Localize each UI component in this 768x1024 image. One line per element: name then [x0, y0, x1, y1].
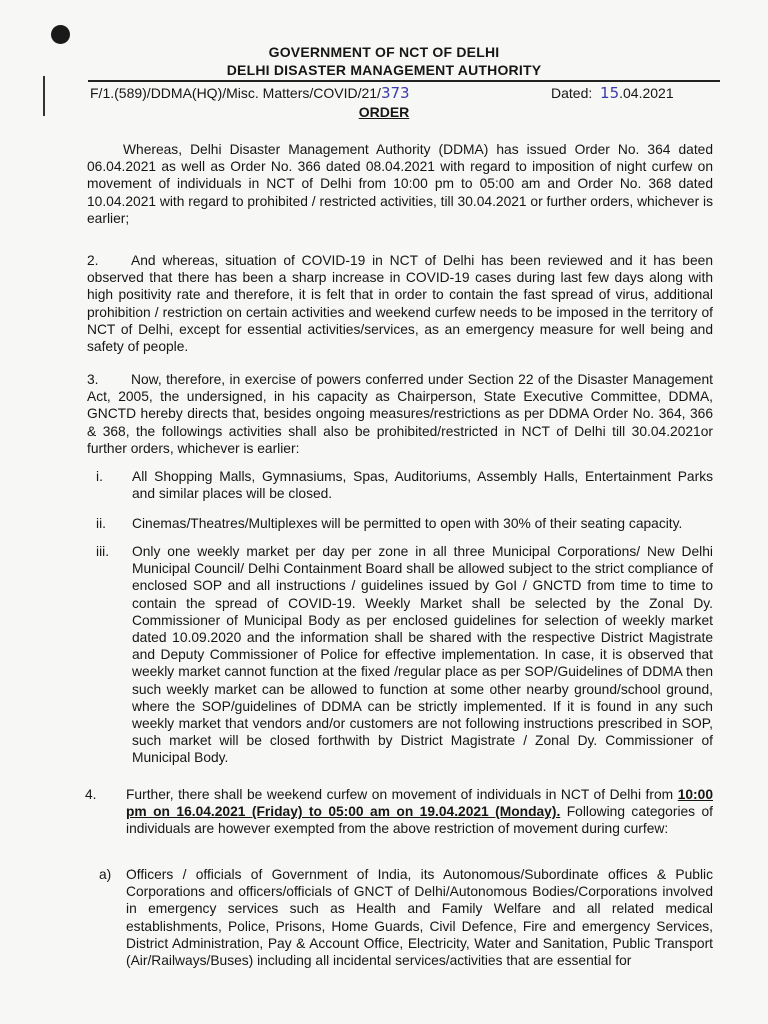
paragraph-4 — [85, 786, 713, 838]
header-authority: DELHI DISASTER MANAGEMENT AUTHORITY — [226, 62, 542, 78]
reference-prefix: F/1.(589)/DDMA(HQ)/Misc. Matters/COVID/21/ — [90, 85, 381, 101]
paragraph-4-rest: Following categories of individuals are however exempted from the above restriction of movement during curfew: — [126, 804, 714, 837]
exemption-text: Officers / officials of Government of India, its Autonomous/Subordinate offices & Public Corporations and officers/officials of GNCT of Delhi/Autonomous Bodies/Corporations involved in emergency services such as Health and Family Welfare and all related medical establishments, Police, Prisons, Home Guards, Civil Defence, Fire and emergency Services, District Administration, Pay & Account Office, Electricity, Water and Sanitation, Public Transport (Air/Railways/Buses) including all incidental services/activities that are essential for — [126, 867, 713, 969]
paragraph-2-number: 2. — [87, 253, 99, 268]
paragraph-2-text: And whereas, situation of COVID-19 in NCT of Delhi has been reviewed and it has been observed that there has been a sharp increase in COVID-19 cases during last few days along with high positivity rate and therefore, it is felt that in order to contain the fast spread of virus, additional prohibition / restriction on certain activities and weekend curfew needs to be imposed in the territory of NCT of Delhi, except for essential activities/services, as an emergency measure for well being and safety of people. — [87, 253, 713, 355]
paragraph-4-lead: Further, there shall be weekend curfew on movement of individuals in NCT of Delhi from — [126, 787, 674, 802]
handwritten-day: 15 — [600, 84, 620, 102]
paragraph-2 — [87, 252, 713, 355]
list-item-text: Cinemas/Theatres/Multiplexes will be permitted to open with 30% of their seating capacity. — [132, 516, 683, 531]
curfew-period: 10:00 pm on 16.04.2021 (Friday) to 05:00 am on 19.04.2021 (Monday). — [126, 787, 713, 820]
paragraph-3-number: 3. — [87, 372, 99, 387]
reference-number — [90, 84, 410, 102]
paragraph-4-text — [126, 786, 713, 838]
handwritten-order-number: 373 — [380, 84, 410, 102]
list-item-number: ii. — [96, 516, 106, 531]
order-title-text: ORDER — [358, 104, 410, 120]
header-government: GOVERNMENT OF NCT OF DELHI — [268, 44, 500, 60]
list-item-number: i. — [96, 469, 103, 484]
punch-hole — [51, 25, 70, 44]
dated-label: Dated: — [551, 85, 593, 101]
paragraph-1: Whereas, Delhi Disaster Management Authority (DDMA) has issued Order No. 364 dated 06.04.2021 as well as Order No. 366 dated 08.04.2021 with regard to imposition of night curfew on movement of individuals in NCT of Delhi from 10:00 pm to 05:00 am and Order No. 368 dated 10.04.2021 with regard to prohibited / restricted activities, till 30.04.2021 or further orders, whichever is earlier; — [87, 142, 713, 226]
paragraph-3 — [87, 371, 713, 457]
header-rule — [88, 80, 720, 82]
date-suffix: .04.2021 — [619, 85, 674, 101]
paragraph-3-text: Now, therefore, in exercise of powers conferred under Section 22 of the Disaster Management Act, 2005, the undersigned, in his capacity as Chairperson, State Executive Committee, DDMA, GNCTD hereby directs that, besides ongoing measures/restrictions as per DDMA Order No. 364, 366 & 368, the followings activities shall also be prohibited/restricted in NCT of Delhi till 30.04.2021or further orders, whichever is earlier: — [87, 372, 713, 456]
list-item — [96, 543, 713, 767]
list-item — [96, 515, 713, 532]
list-item-text: All Shopping Malls, Gymnasiums, Spas, Auditoriums, Assembly Halls, Entertainment Parks and similar places will be closed. — [132, 469, 713, 502]
list-item-text: Only one weekly market per day per zone in all three Municipal Corporations/ New Delhi Municipal Council/ Delhi Containment Board shall be allowed subject to the strict compliance of enclosed SOP and all instructions / guidelines issued by GoI / GNCTD from time to time to contain the spread of COVID-19. Weekly Market shall be selected by the Zonal Dy. Commissioner of Municipal Body as per enclosed guidelines for selection of weekly market dated 10.09.2020 and the information shall be shared with the respective District Magistrate and Deputy Commissioner of Police for effective implementation. In case, it is observed that weekly market cannot function at the fixed /regular place as per SOP/Guidelines of DDMA then such weekly market can be allowed to function at some other nearby ground/school ground, where the SOP/guidelines of DDMA can be strictly implemented. If it is found in any such weekly market that vendors and/or customers are not following instructions prescribed in SOP, such market will be closed forthwith by District Magistrate / Zonal Dy. Commissioner of Municipal Body. — [132, 544, 713, 766]
order-date — [551, 84, 674, 102]
list-item — [96, 468, 713, 502]
order-title — [0, 104, 768, 120]
exemption-label: a) — [99, 867, 112, 882]
paragraph-4-number: 4. — [85, 787, 97, 802]
exemption-item-a — [99, 866, 713, 969]
list-item-number: iii. — [96, 544, 110, 559]
